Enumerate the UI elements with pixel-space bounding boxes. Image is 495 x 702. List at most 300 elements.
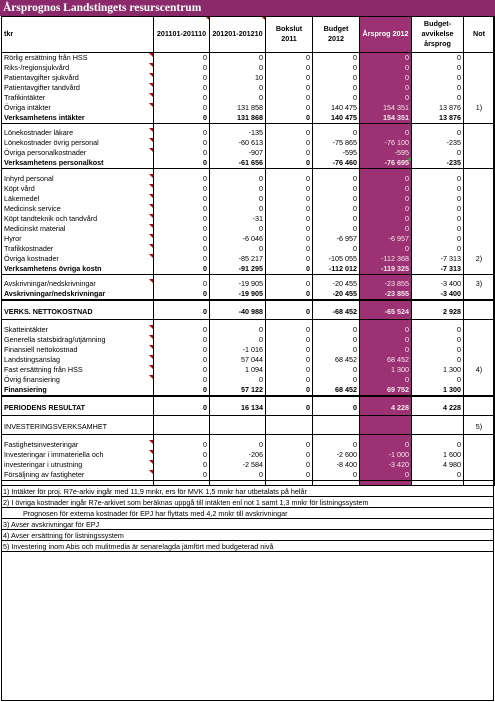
value-cell: 0 bbox=[313, 63, 360, 73]
table-row bbox=[2, 450, 495, 460]
note-cell bbox=[464, 138, 495, 148]
value-cell: 0 bbox=[266, 385, 313, 396]
value-cell: 0 bbox=[313, 375, 360, 385]
value-cell bbox=[360, 420, 412, 435]
table-row bbox=[2, 335, 495, 345]
value-cell: 1 300 bbox=[412, 365, 464, 375]
row-label: Övriga kostnader bbox=[2, 254, 154, 264]
header-col-3: Bokslut 2011 bbox=[266, 16, 313, 52]
note-cell bbox=[464, 194, 495, 204]
value-cell: 0 bbox=[154, 194, 210, 204]
value-cell: 0 bbox=[210, 184, 266, 194]
value-cell: 0 bbox=[412, 204, 464, 214]
value-cell: 0 bbox=[412, 214, 464, 224]
value-cell: 0 bbox=[154, 184, 210, 194]
value-cell: 0 bbox=[154, 355, 210, 365]
value-cell: -85 217 bbox=[210, 254, 266, 264]
value-cell: 0 bbox=[154, 93, 210, 103]
sheet-title: Årsprognos Landstingets resurscentrum bbox=[0, 0, 495, 16]
row-label: PERIODENS RESULTAT bbox=[2, 401, 154, 416]
note-cell bbox=[464, 355, 495, 365]
value-cell: -40 988 bbox=[210, 305, 266, 320]
table-row bbox=[2, 305, 495, 320]
value-cell: 0 bbox=[266, 113, 313, 124]
note-cell bbox=[464, 375, 495, 385]
table-row bbox=[2, 365, 495, 375]
value-cell: 0 bbox=[266, 335, 313, 345]
note-cell bbox=[464, 335, 495, 345]
value-cell: 2 928 bbox=[412, 305, 464, 320]
table-row bbox=[2, 289, 495, 300]
row-label: Patientavgifter tandvård bbox=[2, 83, 154, 93]
value-cell: 0 bbox=[313, 93, 360, 103]
table-row bbox=[2, 401, 495, 416]
row-label: Övriga intäkter bbox=[2, 103, 154, 113]
value-cell: 0 bbox=[412, 345, 464, 355]
value-cell: 0 bbox=[313, 440, 360, 450]
value-cell: -20 455 bbox=[313, 289, 360, 300]
note-cell bbox=[464, 214, 495, 224]
value-cell: 0 bbox=[154, 158, 210, 169]
value-cell: -23 855 bbox=[360, 279, 412, 289]
row-label: Skatteintäkter bbox=[2, 325, 154, 335]
value-cell: -119 325 bbox=[360, 264, 412, 275]
value-cell: 0 bbox=[210, 440, 266, 450]
spacer-cell bbox=[313, 480, 360, 485]
value-cell: -3 400 bbox=[412, 279, 464, 289]
value-cell: 0 bbox=[154, 224, 210, 234]
value-cell: 0 bbox=[313, 83, 360, 93]
row-label: Lönekostnader läkare bbox=[2, 128, 154, 138]
value-cell: -76 695 bbox=[360, 158, 412, 169]
note-cell bbox=[464, 148, 495, 158]
note-cell bbox=[464, 184, 495, 194]
footnote: 3) Avser avskrivningar för EPJ bbox=[1, 519, 494, 530]
value-cell: 0 bbox=[154, 73, 210, 83]
value-cell: 1 600 bbox=[412, 450, 464, 460]
note-cell bbox=[464, 470, 495, 481]
value-cell: 0 bbox=[266, 279, 313, 289]
note-cell: 2) bbox=[464, 254, 495, 264]
value-cell: -235 bbox=[412, 138, 464, 148]
value-cell: 13 876 bbox=[412, 103, 464, 113]
value-cell: 0 bbox=[313, 128, 360, 138]
row-label: Medicinskt material bbox=[2, 224, 154, 234]
note-cell bbox=[464, 174, 495, 184]
value-cell: 0 bbox=[360, 325, 412, 335]
row-label: Avskrivningar/nedskrivningar bbox=[2, 289, 154, 300]
value-cell: 0 bbox=[360, 174, 412, 184]
note-cell bbox=[464, 289, 495, 300]
note-cell bbox=[464, 264, 495, 275]
value-cell bbox=[313, 420, 360, 435]
value-cell: -76 460 bbox=[313, 158, 360, 169]
value-cell: 0 bbox=[266, 264, 313, 275]
value-cell: 0 bbox=[313, 470, 360, 481]
value-cell: 0 bbox=[412, 52, 464, 63]
value-cell: -76 100 bbox=[360, 138, 412, 148]
value-cell: 131 868 bbox=[210, 113, 266, 124]
value-cell: 0 bbox=[360, 224, 412, 234]
value-cell bbox=[210, 420, 266, 435]
value-cell: -19 905 bbox=[210, 279, 266, 289]
value-cell: 0 bbox=[266, 83, 313, 93]
value-cell: 0 bbox=[313, 214, 360, 224]
value-cell: 0 bbox=[412, 244, 464, 254]
header-col-6: Budget-avvikelse årsprog bbox=[412, 16, 464, 52]
value-cell: 0 bbox=[360, 93, 412, 103]
note-cell: 1) bbox=[464, 103, 495, 113]
value-cell: 0 bbox=[154, 174, 210, 184]
value-cell: 0 bbox=[266, 365, 313, 375]
value-cell: 0 bbox=[360, 184, 412, 194]
value-cell: 4 228 bbox=[412, 401, 464, 416]
value-cell bbox=[412, 420, 464, 435]
value-cell: 0 bbox=[154, 325, 210, 335]
row-label: Läkemedel bbox=[2, 194, 154, 204]
table-row bbox=[2, 204, 495, 214]
value-cell: -112 368 bbox=[360, 254, 412, 264]
table-row bbox=[2, 214, 495, 224]
note-cell: 5) bbox=[464, 420, 495, 435]
row-label: Patientavgifter sjukvård bbox=[2, 73, 154, 83]
value-cell: 0 bbox=[360, 73, 412, 83]
value-cell: 0 bbox=[154, 460, 210, 470]
value-cell: -7 313 bbox=[412, 264, 464, 275]
value-cell: -91 295 bbox=[210, 264, 266, 275]
value-cell: 0 bbox=[412, 194, 464, 204]
value-cell: 0 bbox=[360, 83, 412, 93]
spacer-cell bbox=[266, 480, 313, 485]
value-cell: -135 bbox=[210, 128, 266, 138]
table-row bbox=[2, 63, 495, 73]
value-cell: 0 bbox=[313, 325, 360, 335]
spacer-cell bbox=[412, 480, 464, 485]
value-cell: -105 055 bbox=[313, 254, 360, 264]
value-cell: 0 bbox=[266, 450, 313, 460]
value-cell: 0 bbox=[412, 325, 464, 335]
value-cell: 0 bbox=[412, 148, 464, 158]
row-label: VERKS. NETTOKOSTNAD bbox=[2, 305, 154, 320]
footnote: 4) Avser ersättning för listningssystem bbox=[1, 530, 494, 541]
table-row bbox=[2, 470, 495, 481]
value-cell: -595 bbox=[360, 148, 412, 158]
value-cell: -31 bbox=[210, 214, 266, 224]
row-label: Investeringar i immateriella och bbox=[2, 450, 154, 460]
value-cell: 0 bbox=[360, 214, 412, 224]
note-cell bbox=[464, 113, 495, 124]
value-cell: 0 bbox=[266, 375, 313, 385]
value-cell: 57 044 bbox=[210, 355, 266, 365]
header-label: tkr bbox=[2, 16, 154, 52]
spacer-cell bbox=[360, 480, 412, 485]
note-cell: 3) bbox=[464, 279, 495, 289]
value-cell: 0 bbox=[313, 335, 360, 345]
value-cell: -3 400 bbox=[412, 289, 464, 300]
value-cell: 154 351 bbox=[360, 113, 412, 124]
value-cell: 0 bbox=[154, 103, 210, 113]
value-cell: 0 bbox=[313, 224, 360, 234]
table-row bbox=[2, 73, 495, 83]
value-cell: 69 752 bbox=[360, 385, 412, 396]
value-cell: 0 bbox=[210, 224, 266, 234]
value-cell: 0 bbox=[154, 63, 210, 73]
value-cell: 0 bbox=[210, 244, 266, 254]
header-col-1: 201101-201110 bbox=[154, 16, 210, 52]
value-cell: 0 bbox=[313, 204, 360, 214]
value-cell: 0 bbox=[360, 244, 412, 254]
note-cell bbox=[464, 305, 495, 320]
value-cell: -112 012 bbox=[313, 264, 360, 275]
value-cell: 0 bbox=[154, 279, 210, 289]
value-cell: 0 bbox=[210, 93, 266, 103]
value-cell: 0 bbox=[412, 440, 464, 450]
value-cell: -6 957 bbox=[360, 234, 412, 244]
value-cell: 0 bbox=[154, 440, 210, 450]
value-cell: 0 bbox=[266, 184, 313, 194]
value-cell: 0 bbox=[154, 345, 210, 355]
value-cell: 0 bbox=[313, 52, 360, 63]
value-cell: 0 bbox=[360, 440, 412, 450]
value-cell: -60 613 bbox=[210, 138, 266, 148]
value-cell: 0 bbox=[360, 63, 412, 73]
value-cell: 1 300 bbox=[412, 385, 464, 396]
value-cell: 4 980 bbox=[412, 460, 464, 470]
note-cell bbox=[464, 204, 495, 214]
value-cell: 0 bbox=[266, 128, 313, 138]
row-label: Hyror bbox=[2, 234, 154, 244]
row-label: Övriga personalkostnader bbox=[2, 148, 154, 158]
header-row bbox=[2, 16, 495, 52]
value-cell: 0 bbox=[154, 450, 210, 460]
table-row bbox=[2, 174, 495, 184]
value-cell: 1 094 bbox=[210, 365, 266, 375]
row-label: Verksamhetens personalkost bbox=[2, 158, 154, 169]
financial-table bbox=[1, 16, 495, 486]
value-cell: 0 bbox=[266, 174, 313, 184]
row-label: Köpt vård bbox=[2, 184, 154, 194]
value-cell: 4 228 bbox=[360, 401, 412, 416]
table-row bbox=[2, 93, 495, 103]
value-cell: 0 bbox=[266, 224, 313, 234]
value-cell: 0 bbox=[210, 174, 266, 184]
value-cell: 0 bbox=[360, 345, 412, 355]
note-cell bbox=[464, 234, 495, 244]
value-cell: 68 452 bbox=[313, 385, 360, 396]
value-cell: 0 bbox=[154, 385, 210, 396]
value-cell: 0 bbox=[360, 128, 412, 138]
value-cell: 0 bbox=[154, 52, 210, 63]
table-row bbox=[2, 355, 495, 365]
value-cell: 0 bbox=[412, 224, 464, 234]
value-cell: 0 bbox=[313, 401, 360, 416]
value-cell: 0 bbox=[266, 158, 313, 169]
row-label: Köpt tandteknik och tandvård bbox=[2, 214, 154, 224]
value-cell: 0 bbox=[412, 335, 464, 345]
note-cell bbox=[464, 401, 495, 416]
value-cell: -595 bbox=[313, 148, 360, 158]
value-cell: -6 957 bbox=[313, 234, 360, 244]
value-cell: -1 000 bbox=[360, 450, 412, 460]
spacer-cell bbox=[154, 480, 210, 485]
value-cell: 0 bbox=[154, 289, 210, 300]
value-cell: 0 bbox=[154, 305, 210, 320]
value-cell: -8 400 bbox=[313, 460, 360, 470]
value-cell: -2 584 bbox=[210, 460, 266, 470]
value-cell: 0 bbox=[412, 184, 464, 194]
value-cell: 0 bbox=[266, 244, 313, 254]
table-row bbox=[2, 138, 495, 148]
note-cell bbox=[464, 128, 495, 138]
value-cell: -23 855 bbox=[360, 289, 412, 300]
row-label: Verksamhetens intäkter bbox=[2, 113, 154, 124]
value-cell: 0 bbox=[360, 335, 412, 345]
value-cell: 0 bbox=[313, 365, 360, 375]
value-cell: 0 bbox=[412, 73, 464, 83]
value-cell: 0 bbox=[313, 174, 360, 184]
value-cell: -2 600 bbox=[313, 450, 360, 460]
value-cell: -19 905 bbox=[210, 289, 266, 300]
value-cell: 0 bbox=[154, 83, 210, 93]
value-cell: 0 bbox=[266, 305, 313, 320]
row-label: investeringar i utrustning bbox=[2, 460, 154, 470]
row-label: Finansiering bbox=[2, 385, 154, 396]
note-cell bbox=[464, 73, 495, 83]
value-cell: 10 bbox=[210, 73, 266, 83]
value-cell: 0 bbox=[266, 460, 313, 470]
value-cell: 0 bbox=[210, 194, 266, 204]
table-row bbox=[2, 385, 495, 396]
table-row bbox=[2, 158, 495, 169]
value-cell: -206 bbox=[210, 450, 266, 460]
note-cell bbox=[464, 450, 495, 460]
note-cell bbox=[464, 325, 495, 335]
value-cell: 0 bbox=[266, 355, 313, 365]
row-label: Fast ersättning från HSS bbox=[2, 365, 154, 375]
value-cell: 0 bbox=[360, 52, 412, 63]
value-cell: 68 452 bbox=[360, 355, 412, 365]
table-row bbox=[2, 264, 495, 275]
value-cell: 0 bbox=[313, 345, 360, 355]
value-cell: 0 bbox=[266, 138, 313, 148]
row-label: Fastighetsinvesteringar bbox=[2, 440, 154, 450]
row-label: Inhyrd personal bbox=[2, 174, 154, 184]
row-label: Avskrivningar/nedskrivningar bbox=[2, 279, 154, 289]
value-cell: 0 bbox=[313, 194, 360, 204]
value-cell: 0 bbox=[210, 325, 266, 335]
spacer-cell bbox=[464, 480, 495, 485]
value-cell: 0 bbox=[412, 93, 464, 103]
value-cell bbox=[266, 420, 313, 435]
table-row bbox=[2, 194, 495, 204]
table-row bbox=[2, 184, 495, 194]
spacer-cell bbox=[210, 480, 266, 485]
header-col-5: Årsprog 2012 bbox=[360, 16, 412, 52]
value-cell: -7 313 bbox=[412, 254, 464, 264]
row-label: Landstingsanslag bbox=[2, 355, 154, 365]
value-cell: 0 bbox=[412, 355, 464, 365]
value-cell: 140 475 bbox=[313, 113, 360, 124]
value-cell: -75 865 bbox=[313, 138, 360, 148]
table-row bbox=[2, 375, 495, 385]
row-label: INVESTERINGSVERKSAMHET bbox=[2, 420, 154, 435]
footnote: 2) I övriga kostnader ingår R7e-arkivet som beräknas uppgå till intäkten enl not 1 samt 1,3 mnkr för listningssystem bbox=[1, 497, 494, 508]
value-cell: 0 bbox=[266, 93, 313, 103]
value-cell: 0 bbox=[210, 52, 266, 63]
value-cell: 0 bbox=[210, 335, 266, 345]
note-cell bbox=[464, 224, 495, 234]
value-cell: 0 bbox=[412, 174, 464, 184]
value-cell: 68 452 bbox=[313, 355, 360, 365]
row-label: Trafikkostnader bbox=[2, 244, 154, 254]
value-cell: 16 134 bbox=[210, 401, 266, 416]
spacer-row bbox=[2, 480, 495, 485]
table-row bbox=[2, 103, 495, 113]
note-cell bbox=[464, 63, 495, 73]
value-cell: 0 bbox=[360, 470, 412, 481]
value-cell: 154 351 bbox=[360, 103, 412, 113]
table-row bbox=[2, 128, 495, 138]
value-cell: 140 475 bbox=[313, 103, 360, 113]
value-cell: 1 300 bbox=[360, 365, 412, 375]
table-row bbox=[2, 234, 495, 244]
value-cell: 0 bbox=[266, 401, 313, 416]
value-cell: 0 bbox=[313, 73, 360, 83]
footnote: 1) Intäkter för proj. R7e-arkiv ingår med 11,9 mnkr, ers för MVK 1,5 mnkr har utbetalats på helår bbox=[1, 486, 494, 497]
value-cell: -68 452 bbox=[313, 305, 360, 320]
table-row bbox=[2, 83, 495, 93]
row-label: Försäljning av fastigheter bbox=[2, 470, 154, 481]
value-cell: 0 bbox=[266, 194, 313, 204]
value-cell: 0 bbox=[154, 470, 210, 481]
row-label: Rörlig ersättning från HSS bbox=[2, 52, 154, 63]
row-label: Riks-/regionsjukvård bbox=[2, 63, 154, 73]
value-cell bbox=[154, 420, 210, 435]
value-cell: 0 bbox=[266, 214, 313, 224]
value-cell: 0 bbox=[266, 234, 313, 244]
value-cell: 0 bbox=[266, 204, 313, 214]
value-cell: 0 bbox=[154, 375, 210, 385]
table-row bbox=[2, 460, 495, 470]
value-cell: -3 420 bbox=[360, 460, 412, 470]
value-cell: 0 bbox=[154, 335, 210, 345]
value-cell: 0 bbox=[412, 470, 464, 481]
value-cell: 0 bbox=[154, 254, 210, 264]
row-label: Verksamhetens övriga kostn bbox=[2, 264, 154, 275]
value-cell: -6 046 bbox=[210, 234, 266, 244]
note-cell bbox=[464, 52, 495, 63]
table-row bbox=[2, 254, 495, 264]
table-row bbox=[2, 345, 495, 355]
note-cell bbox=[464, 244, 495, 254]
note-cell bbox=[464, 93, 495, 103]
row-label: Övrig finansiering bbox=[2, 375, 154, 385]
value-cell: 0 bbox=[266, 254, 313, 264]
value-cell: 0 bbox=[154, 214, 210, 224]
value-cell: 0 bbox=[313, 244, 360, 254]
row-label: Finansiell nettokostnad bbox=[2, 345, 154, 355]
spacer-cell bbox=[2, 480, 154, 485]
table-row bbox=[2, 224, 495, 234]
footnote: 5) Investering inom Abis och mulitmedia är senarelagda jämfört med budgeterad nivå bbox=[1, 541, 494, 552]
value-cell: -907 bbox=[210, 148, 266, 158]
table-row bbox=[2, 325, 495, 335]
value-cell: 0 bbox=[154, 234, 210, 244]
header-col-2: 201201-201210 bbox=[210, 16, 266, 52]
value-cell: 57 122 bbox=[210, 385, 266, 396]
value-cell: 131 858 bbox=[210, 103, 266, 113]
note-cell bbox=[464, 83, 495, 93]
